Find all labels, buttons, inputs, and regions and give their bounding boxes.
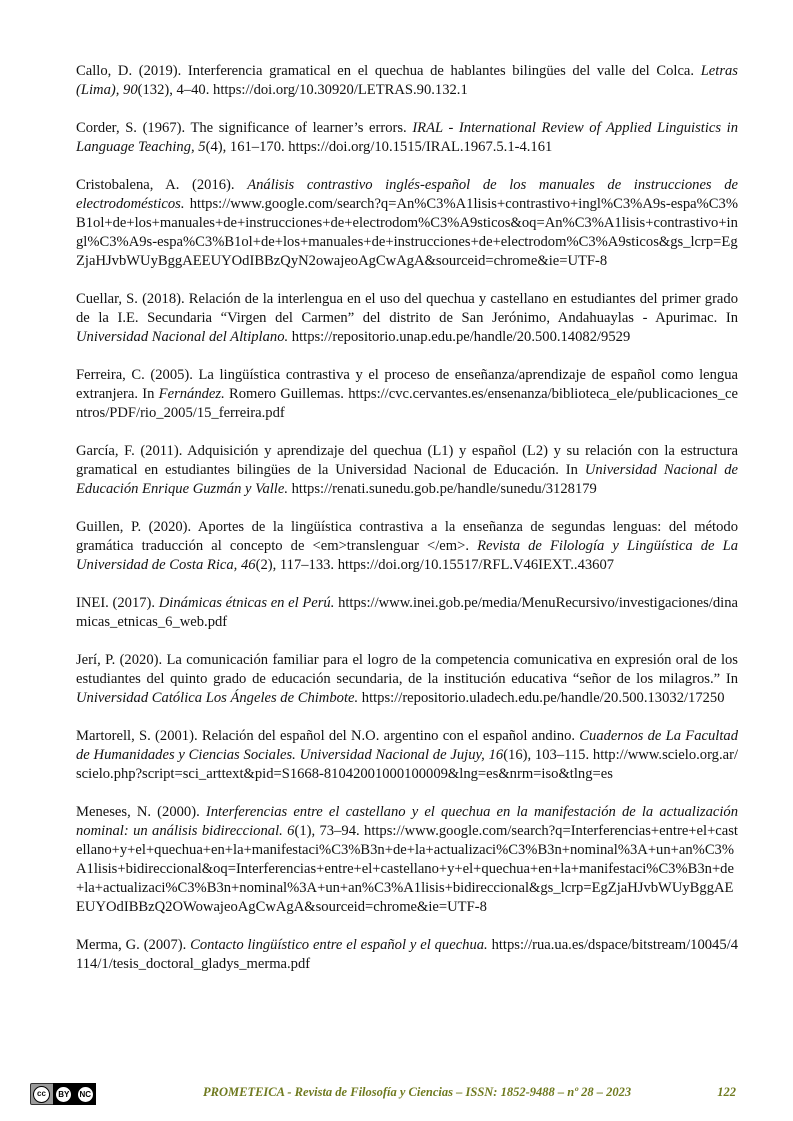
reference-entry [76, 803, 738, 917]
reference-italic: Universidad Nacional de Educación Enrique Guzmán y Valle. [76, 462, 738, 497]
cc-license-badge[interactable] [30, 1083, 96, 1105]
reference-entry [76, 290, 738, 347]
reference-italic: Cuadernos de La Facultad de Humanidades y Ciencias Sociales. Universidad Nacional de Jujuy, 16 [76, 728, 738, 763]
reference-entry [76, 62, 738, 100]
reference-entry [76, 366, 738, 423]
reference-text: García, F. (2011). Adquisición y aprendizaje del quechua (L1) y español (L2) y su relación con la estructura gramatical en estudiantes bilingües de la Universidad Nacional de Educación. In [76, 443, 738, 478]
reference-text: Cristobalena, A. (2016). [76, 177, 248, 193]
reference-italic: Contacto lingüístico entre el español y el quechua. [190, 937, 488, 953]
reference-italic: Dinámicas étnicas en el Perú. [158, 595, 335, 611]
reference-entry [76, 119, 738, 157]
reference-italic: Letras (Lima), 90 [76, 63, 738, 98]
cc-icon: cc [33, 1086, 50, 1103]
reference-text: Meneses, N. (2000). [76, 804, 206, 820]
reference-tail: https://renati.sunedu.gob.pe/handle/sunedu/3128179 [287, 481, 597, 497]
reference-text: Corder, S. (1967). The significance of learner’s errors. [76, 120, 413, 136]
page-number: 122 [717, 1085, 736, 1099]
reference-tail: https://www.google.com/search?q=An%C3%A1lisis+contrastivo+ingl%C3%A9s-espa%C3%B1ol+de+los+manuales+de+instrucciones+de+electrodom%C3%A9sticos&oq=An%C3%A1lisis+contrastivo+ingl%C3%A9s-espa%C3%B1ol+de+los+manuales+de+instrucciones+de+electrodom%C3%A9sticos&gs_lcrp=EgZjaHJvbWUyBggAEEUYOdIBBzQyN2owajeoAgCwAgA&sourceid=chrome&ie=UTF-8 [76, 196, 738, 269]
reference-entry [76, 651, 738, 708]
reference-italic: Interferencias entre el castellano y el quechua en la manifestación de la actualización nominal: un análisis bidireccional. 6 [76, 804, 738, 839]
reference-entry [76, 442, 738, 499]
page-footer [30, 1083, 742, 1105]
reference-tail: Romero Guillemas. https://cvc.cervantes.es/ensenanza/biblioteca_ele/publicaciones_centros/PDF/rio_2005/15_ferreira.pdf [76, 386, 738, 421]
noncommercial-icon: NC [78, 1087, 93, 1102]
reference-entry [76, 176, 738, 271]
reference-text: Cuellar, S. (2018). Relación de la interlengua en el uso del quechua y castellano en estudiantes del primer grado de la I.E. Secundaria “Virgen del Carmen” del distrito de San Jerónimo, Andahuaylas - Apurimac. In [76, 291, 738, 326]
reference-tail: https://www.inei.gob.pe/media/MenuRecursivo/investigaciones/dinamicas_etnicas_6_web.pdf [76, 595, 738, 630]
reference-tail: (2), 117–133. https://doi.org/10.15517/RFL.V46IEXT..43607 [255, 557, 615, 573]
reference-entry [76, 727, 738, 784]
by-attribution-icon: BY [56, 1087, 71, 1102]
reference-list [76, 62, 738, 993]
reference-tail: https://repositorio.unap.edu.pe/handle/20.500.14082/9529 [288, 329, 631, 345]
reference-tail: (1), 73–94. https://www.google.com/search?q=Interferencias+entre+el+castellano+y+el+quechua+en+la+manifestaci%C3%B3n+de+la+actualizaci%C3%B3n+nominal%3A+un+an%C3%A1lisis+bidireccional&oq=Interferencias+entre+el+castellano+y+el+quechua+en+la+manifestaci%C3%B3n+de+la+actualizaci%C3%B3n+nominal%3A+un+an%C3%A1lisis+bidireccional&gs_lcrp=EgZjaHJvbWUyBggAEEUYOdIBBzQ2OWowajeoAgCwAgA&sourceid=chrome&ie=UTF-8 [76, 823, 738, 915]
reference-entry [76, 594, 738, 632]
journal-footer-text: PROMETEICA - Revista de Filosofía y Ciencias – ISSN: 1852-9488 – nº 28 – 2023 [203, 1085, 632, 1099]
reference-tail: (16), 103–115. http://www.scielo.org.ar/scielo.php?script=sci_arttext&pid=S1668-81042001000100009&lng=es&nrm=iso&tlng=es [76, 747, 739, 782]
reference-text: Guillen, P. (2020). Aportes de la lingüística contrastiva a la enseñanza de segundas lenguas: del método gramática traducción al concepto de <em>translenguar </em>. [76, 519, 738, 554]
reference-italic: Universidad Nacional del Altiplano. [76, 329, 289, 345]
reference-tail: https://repositorio.uladech.edu.pe/handle/20.500.13032/17250 [358, 690, 725, 706]
reference-tail: (4), 161–170. https://doi.org/10.1515/IRAL.1967.5.1-4.161 [205, 139, 553, 155]
reference-italic: Revista de Filología y Lingüística de La Universidad de Costa Rica, 46 [76, 538, 738, 573]
reference-text: Callo, D. (2019). Interferencia gramatical en el quechua de hablantes bilingües del valle del Colca. [76, 63, 701, 79]
reference-text: Ferreira, C. (2005). La lingüística contrastiva y el proceso de enseñanza/aprendizaje de español como lengua extranjera. In [76, 367, 738, 402]
reference-entry [76, 518, 738, 575]
license-terms [53, 1083, 96, 1105]
reference-text: Martorell, S. (2001). Relación del español del N.O. argentino con el español andino. [76, 728, 580, 744]
reference-text: INEI. (2017). [76, 595, 159, 611]
reference-tail: https://rua.ua.es/dspace/bitstream/10045/4114/1/tesis_doctoral_gladys_merma.pdf [76, 937, 738, 972]
reference-italic: Análisis contrastivo inglés-español de los manuales de instrucciones de electrodomésticos. [76, 177, 738, 212]
reference-italic: IRAL - International Review of Applied Linguistics in Language Teaching, 5 [76, 120, 738, 155]
reference-entry [76, 936, 738, 974]
reference-italic: Universidad Católica Los Ángeles de Chimbote. [76, 690, 359, 706]
reference-text: Merma, G. (2007). [76, 937, 191, 953]
reference-text: Jerí, P. (2020). La comunicación familiar para el logro de la competencia comunicativa en expresión oral de los estudiantes del quinto grado de educación secundaria, de la institución educativa “señor de los milagros.” In [76, 652, 738, 687]
reference-italic: Fernández. [158, 386, 225, 402]
reference-tail: (132), 4–40. https://doi.org/10.30920/LETRAS.90.132.1 [137, 82, 468, 98]
